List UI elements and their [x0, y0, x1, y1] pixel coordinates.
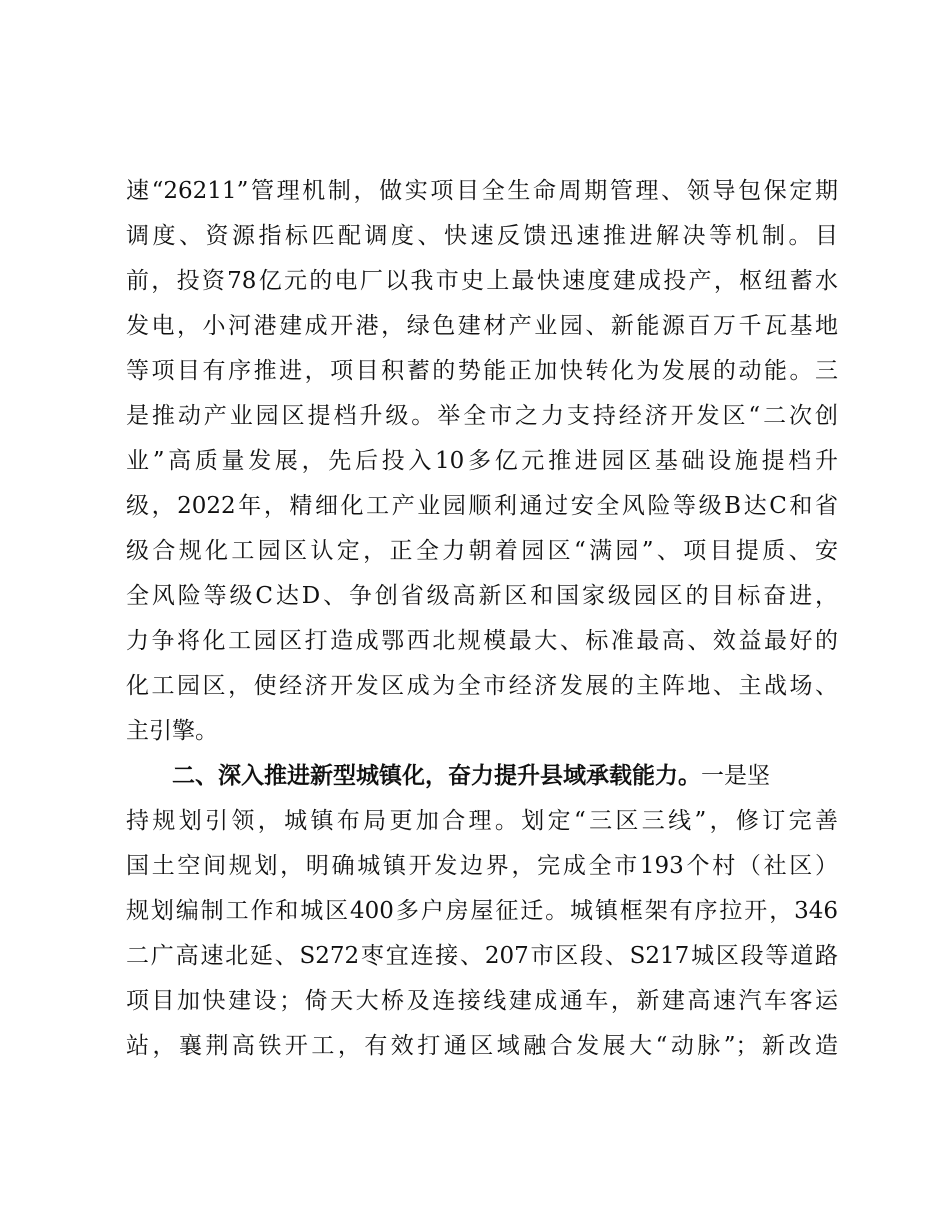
body-text-line: 二广高速北延、S272枣宜连接、207市区段、S217城区段等道路 [126, 943, 838, 969]
body-text-line: 前，投资78亿元的电厂以我市史上最快速度建成投产，枢纽蓄水 [126, 268, 838, 294]
body-text-line: 主引擎。 [126, 718, 218, 744]
section-intro-text: 一是坚 [701, 763, 770, 789]
body-text-line: 力争将化工园区打造成鄂西北规模最大、标准最高、效益最好的 [126, 628, 838, 654]
body-text-line: 是推动产业园区提档升级。举全市之力支持经济开发区“二次创 [126, 403, 838, 429]
body-text-line: 等项目有序推进，项目积蓄的势能正加快转化为发展的动能。三 [126, 358, 838, 384]
body-text-line: 业”高质量发展，先后投入10多亿元推进园区基础设施提档升 [126, 448, 838, 474]
body-text-line: 站，襄荆高铁开工，有效打通区域融合发展大“动脉”；新改造 [126, 1033, 838, 1059]
body-text-line: 项目加快建设；倚天大桥及连接线建成通车，新建高速汽车客运 [126, 988, 838, 1014]
section-heading-line [172, 754, 838, 798]
body-text-line: 全风险等级C达D、争创省级高新区和国家级园区的目标奋进， [126, 583, 838, 609]
body-text-line: 级，2022年，精细化工产业园顺利通过安全风险等级B达C和省 [126, 493, 838, 519]
body-text-line: 调度、资源指标匹配调度、快速反馈迅速推进解决等机制。目 [126, 223, 838, 249]
section-heading: 二、深入推进新型城镇化，奋力提升县域承载能力。 [172, 763, 701, 789]
body-text-line: 规划编制工作和城区400多户房屋征迁。城镇框架有序拉开，346 [126, 898, 838, 924]
body-text-line: 国土空间规划，明确城镇开发边界，完成全市193个村（社区） [126, 853, 838, 879]
body-text-line: 发电，小河港建成开港，绿色建材产业园、新能源百万千瓦基地 [126, 313, 838, 339]
body-text-line: 速“26211”管理机制，做实项目全生命周期管理、领导包保定期 [126, 178, 838, 204]
body-text-line: 化工园区，使经济开发区成为全市经济发展的主阵地、主战场、 [126, 673, 838, 699]
body-text-line: 持规划引领，城镇布局更加合理。划定“三区三线”，修订完善 [126, 808, 838, 834]
body-text-line: 级合规化工园区认定，正全力朝着园区“满园”、项目提质、安 [126, 538, 838, 564]
